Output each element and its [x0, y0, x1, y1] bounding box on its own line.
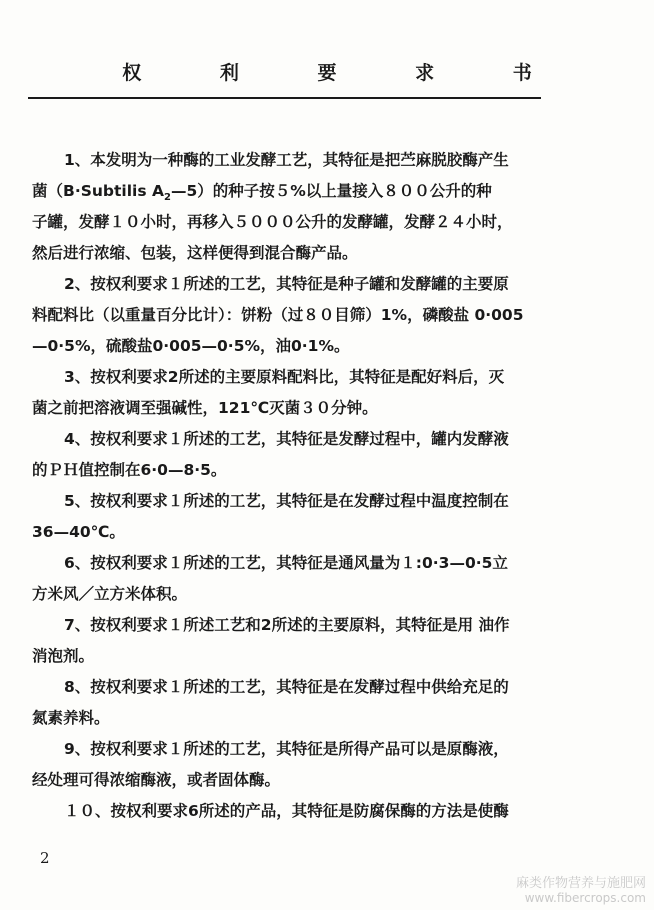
claim-4-line-2: 的ＰＨ值控制在6·0—8·5。 — [32, 461, 227, 479]
claim-8-line-1: 8、按权利要求１所述的工艺，其特征是在发酵过程中供给充足的 — [64, 678, 509, 696]
page-number: 2 — [40, 849, 50, 867]
claim-2-line-2: 料配料比（以重量百分比计）：饼粉（过８０目筛）1%，磷酸盐 0·005 — [32, 306, 524, 324]
watermark-site-name: 麻类作物营养与施肥网 — [515, 876, 646, 891]
claim-6-line-2: 方米风／立方米体积。 — [32, 585, 188, 603]
claim-7-line-2: 消泡剂。 — [32, 647, 95, 665]
claim-5-line-1: 5、按权利要求１所述的工艺，其特征是在发酵过程中温度控制在 — [64, 492, 509, 510]
claim-3-line-2: 菌之前把溶液调至强碱性，121℃灭菌３０分钟。 — [32, 399, 378, 417]
claim-3-line-1: 3、按权利要求2所述的主要原料配料比，其特征是配好料后，灭 — [64, 368, 505, 386]
watermark-url: www.fibercrops.com — [524, 891, 646, 905]
claim-6-line-1: 6、按权利要求１所述的工艺，其特征是通风量为１:0·3—0·5立 — [64, 554, 508, 572]
claim-5-line-2: 36—40℃。 — [32, 523, 125, 541]
claim-4-line-1: 4、按权利要求１所述的工艺，其特征是发酵过程中，罐内发酵液 — [64, 430, 509, 448]
claim-8-line-2: 氮素养料。 — [32, 709, 110, 727]
claim-9-line-1: 9、按权利要求１所述的工艺，其特征是所得产品可以是原酶液， — [64, 740, 509, 758]
claim-9-line-2: 经处理可得浓缩酶液，或者固体酶。 — [32, 771, 281, 789]
claim-1-line-2: 菌（B·Subtilis $A_2—5$）的种子按５%以上量接入８００公升的种 — [32, 182, 492, 204]
claim-7-line-1: 7、按权利要求１所述工艺和2所述的主要原料，其特征是用 油作 — [64, 616, 510, 634]
claim-1-line-3: 子罐，发酵１０小时，再移入５０００公升的发酵罐，发酵２４小时， — [32, 213, 513, 231]
title-rule — [28, 97, 541, 99]
page-title: 权 利 要 求 书 — [122, 62, 568, 84]
claims-body — [32, 145, 552, 827]
watermark — [516, 876, 646, 906]
claim-1-line-4: 然后进行浓缩、包装，这样便得到混合酶产品。 — [32, 244, 358, 262]
claim-2-line-3: —0·5%，硫酸盐0·005—0·5%，油0·1%。 — [32, 337, 350, 355]
claim-10-line-1: １０、按权利要求6所述的产品，其特征是防腐保酶的方法是使酶 — [64, 802, 509, 820]
claim-2-line-1: 2、按权利要求１所述的工艺，其特征是种子罐和发酵罐的主要原 — [64, 275, 509, 293]
claim-1-line-1: 1、本发明为一种酶的工业发酵工艺，其特征是把苎麻脱胶酶产生 — [64, 151, 509, 169]
